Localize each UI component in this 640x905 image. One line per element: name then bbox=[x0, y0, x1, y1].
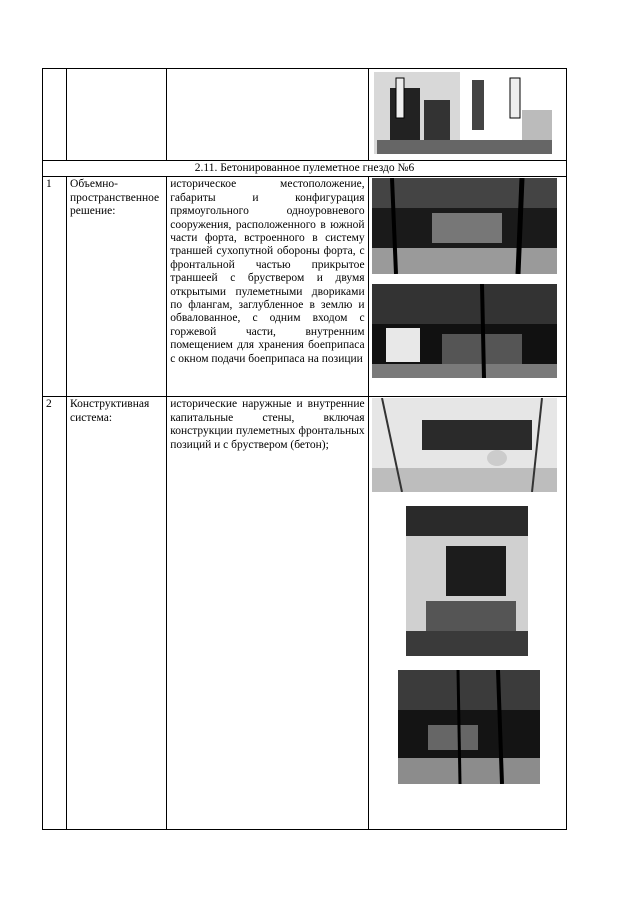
row-number: 1 bbox=[43, 177, 67, 397]
photo-bunker-entrance bbox=[372, 284, 557, 378]
row-number: 2 bbox=[43, 397, 67, 830]
photo-structure-ruins bbox=[372, 70, 557, 156]
row-photo-cell bbox=[368, 177, 566, 397]
protected-features-table bbox=[42, 68, 567, 830]
continuation-photo-cell bbox=[368, 69, 566, 161]
row-description: исторические наружные и внутренние капитальные стены, включая конструкции пулеметных фронтальных позиций и с бруствером (бетон); bbox=[170, 398, 365, 451]
row-feature-name: Объемно-пространственное решение: bbox=[67, 177, 167, 397]
continuation-name-cell bbox=[67, 69, 167, 161]
photo-concrete-wall bbox=[372, 398, 557, 492]
photo-bunker-forest bbox=[372, 178, 557, 274]
continuation-row bbox=[43, 69, 567, 161]
row-photo-cell bbox=[368, 397, 566, 830]
row-description-cell bbox=[167, 397, 368, 830]
table-row bbox=[43, 177, 567, 397]
photo-firing-position bbox=[406, 506, 528, 656]
row-description: историческое местоположение, габариты и конфигурация прямоугольного одноуровневого сооружения, расположенного в южной части форта, встроенного в систему траншей сухопутной обороны форта, с фронтальной частью прикрытое траншеей с бруствером и двумя открытыми пулеметными двориками по флангам, заглубленное в землю и обвалованное, с одним входом с горжевой части, внутренним помещением для хранения боеприпаса с окном подачи боеприпаса на позиции bbox=[170, 178, 365, 365]
table-row bbox=[43, 397, 567, 830]
continuation-desc-cell bbox=[167, 69, 368, 161]
row-feature-name: Конструктивная система: bbox=[67, 397, 167, 830]
photo-embrasure-forest bbox=[398, 670, 540, 784]
continuation-num-cell bbox=[43, 69, 67, 161]
section-title: 2.11. Бетонированное пулеметное гнездо №6 bbox=[43, 161, 567, 177]
row-description-cell bbox=[167, 177, 368, 397]
section-heading-row bbox=[43, 161, 567, 177]
